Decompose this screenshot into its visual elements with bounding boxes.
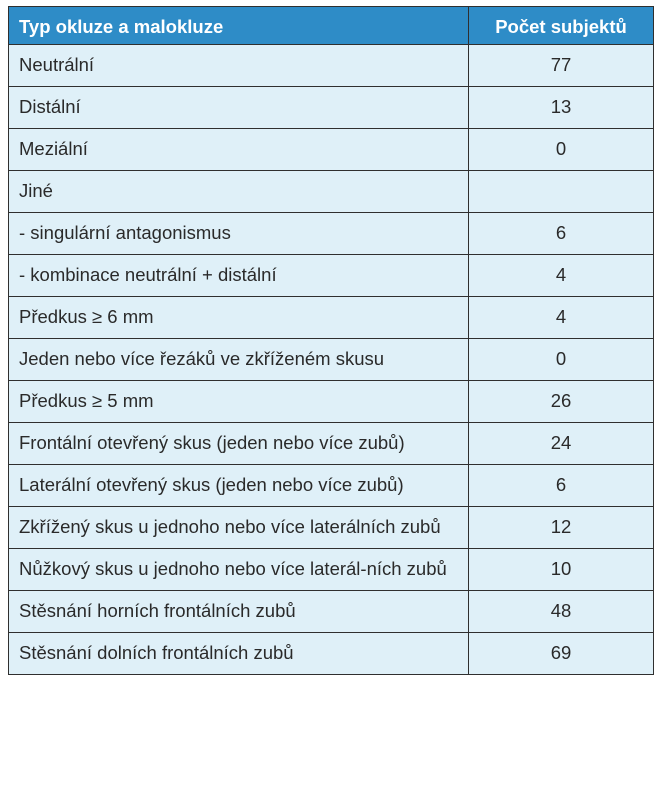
row-label: Stěsnání dolních frontálních zubů [9,633,469,675]
row-label: - singulární antagonismus [9,213,469,255]
row-value: 69 [469,633,654,675]
header-occlusion-type: Typ okluze a malokluze [9,7,469,45]
table-row [9,87,654,129]
table-row [9,255,654,297]
header-subject-count: Počet subjektů [469,7,654,45]
table-row [9,633,654,675]
table-row [9,213,654,255]
row-label: Předkus ≥ 6 mm [9,297,469,339]
table-row [9,549,654,591]
row-value: 0 [469,339,654,381]
row-value: 13 [469,87,654,129]
table-row [9,423,654,465]
table-body [9,45,654,675]
row-label: Meziální [9,129,469,171]
occlusion-table-container [8,6,653,675]
row-value: 0 [469,129,654,171]
row-label: Neutrální [9,45,469,87]
table-row [9,591,654,633]
table-row [9,381,654,423]
row-value: 24 [469,423,654,465]
row-label: Předkus ≥ 5 mm [9,381,469,423]
table-row [9,339,654,381]
row-value: 10 [469,549,654,591]
row-value: 77 [469,45,654,87]
table-row [9,465,654,507]
row-value: 12 [469,507,654,549]
row-label: Stěsnání horních frontálních zubů [9,591,469,633]
table-row [9,171,654,213]
row-value: 6 [469,213,654,255]
row-label: Nůžkový skus u jednoho nebo více laterál-ních zubů [9,549,469,591]
table-row [9,297,654,339]
header-row [9,7,654,45]
table-row [9,507,654,549]
row-value [469,171,654,213]
table-row [9,129,654,171]
row-label: Laterální otevřený skus (jeden nebo více zubů) [9,465,469,507]
occlusion-table [8,6,654,675]
table-row [9,45,654,87]
row-label: Jeden nebo více řezáků ve zkříženém skusu [9,339,469,381]
row-label: Frontální otevřený skus (jeden nebo více zubů) [9,423,469,465]
row-label: Jiné [9,171,469,213]
row-value: 6 [469,465,654,507]
row-label: Zkřížený skus u jednoho nebo více laterálních zubů [9,507,469,549]
row-value: 48 [469,591,654,633]
row-value: 4 [469,255,654,297]
row-label: Distální [9,87,469,129]
table-header [9,7,654,45]
row-value: 4 [469,297,654,339]
row-label: - kombinace neutrální + distální [9,255,469,297]
row-value: 26 [469,381,654,423]
